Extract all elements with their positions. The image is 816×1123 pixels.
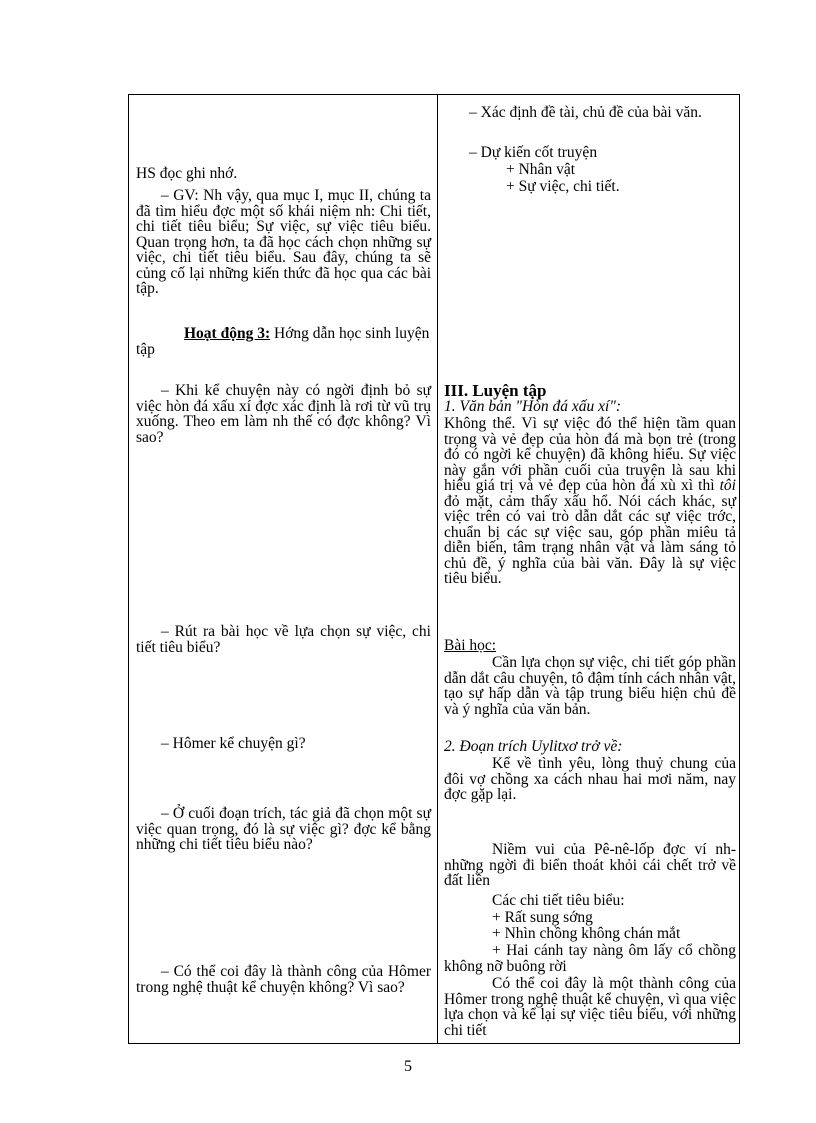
section-heading: III. Luyện tập (444, 381, 547, 400)
page-number: 5 (404, 1058, 412, 1075)
subsection-1-title: 1. Văn bản "Hòn đá xấu xí": (444, 398, 622, 415)
answer-3-paragraph: Niềm vui của Pê-nê-lốp đợc ví nh những ngời đi biển thoát khỏi cái chết trở về đất liền (444, 841, 736, 889)
lesson-label: Bài học: (444, 637, 497, 654)
question-4: – Ở cuối đoạn trích, tác giả đã chọn một sự việc quan trọng, đó là sự việc gì? đợc kể bằng những chi tiết tiêu biểu nào? (136, 805, 431, 853)
activity-3-text: Hớng dẫn học sinh luyện tập (136, 325, 430, 358)
subsection-2-title: 2. Đoạn trích Uylitxơ trở về: (444, 738, 623, 755)
answer-1-paragraph (444, 416, 736, 587)
activity-3-heading (136, 326, 431, 357)
read-note-line: HS đọc ghi nhớ. (136, 165, 238, 182)
right-item-characters: + Nhân vật (506, 161, 576, 178)
column-divider (437, 94, 438, 1044)
right-item-topic: – Xác định đề tài, chủ đề của bài văn. (469, 104, 702, 121)
answer-1-part-a: Không thể. Vì sự việc đó thể hiện tầm quan trọng và vẻ đẹp của hòn đá mà bọn trẻ (trong đó có ngời kể chuyện) đã không hiểu. Sự việc này gắn với phần cuối của truyện là sau khi hiểu giá trị và vẻ đẹp của hòn đá xù xì thì (444, 415, 736, 494)
right-item-plot: – Dự kiến cốt truyện (469, 144, 598, 161)
detail-3: + Hai cánh tay nàng ôm lấy cổ chồng không nỡ buông rời (444, 942, 736, 975)
question-5: – Có thể coi đây là thành công của Hômer trong nghệ thuật kể chuyện không? Vì sao? (136, 963, 431, 996)
answer-5-paragraph: Có thể coi đây là một thành công của Hômer trong nghệ thuật kể chuyện, vì qua việc lựa chọn và kể lại sự việc tiêu biểu, với những chi tiết (444, 975, 736, 1039)
detail-1: + Rất sung sớng (492, 909, 593, 926)
question-3: – Hômer kể chuyện gì? (161, 735, 306, 752)
details-label: Các chi tiết tiêu biểu: (492, 892, 625, 909)
question-1: – Khi kể chuyện này có ngời định bỏ sự việc hòn đá xấu xí đợc xác định là rơi từ vũ trụ xuống. Theo em làm nh thế có đợc không? Vì sao? (136, 382, 431, 446)
answer-1-part-b: đỏ mặt, cảm thấy xấu hổ. Nói cách khác, sự việc trên có vai trò dẫn dắt các sự việc trớc, chuẩn bị các sự việc sau, góp phần miêu tả diễn biến, tâm trạng nhân vật và làm sáng tỏ chủ đề, ý nghĩa của bài văn. Đây là sự việc tiêu biểu. (444, 492, 736, 587)
answer-2-paragraph: Kể về tình yêu, lòng thuỷ chung của đôi vợ chồng xa cách nhau hai mơi năm, nay đợc gặp lại. (444, 755, 736, 803)
question-2: – Rút ra bài học về lựa chọn sự việc, chi tiết tiêu biểu? (136, 623, 431, 656)
lesson-text: Cần lựa chọn sự việc, chi tiết góp phần dẫn dắt câu chuyện, tô đậm tính cách nhân vật, tạo sự hấp dẫn và tập trung biểu hiện chủ đề và ý nghĩa của văn bản. (444, 654, 736, 718)
right-item-events: + Sự việc, chi tiết. (506, 178, 620, 195)
answer-1-toi: tôi (719, 477, 736, 494)
activity-3-label: Hoạt động 3: (184, 325, 271, 342)
teacher-summary-paragraph: – GV: Nh vậy, qua mục I, mục II, chúng ta đã tìm hiểu đợc một số khái niệm nh: Chi tiết, chi tiết tiêu biểu; Sự việc, sự việc tiêu biểu. Quan trọng hơn, ta đã học cách chọn những sự việc, chi tiết tiêu biểu. Sau đây, chúng ta sẽ củng cố lại những kiến thức đã học qua các bài tập. (136, 187, 431, 297)
detail-2: + Nhìn chồng không chán mắt (492, 925, 681, 942)
